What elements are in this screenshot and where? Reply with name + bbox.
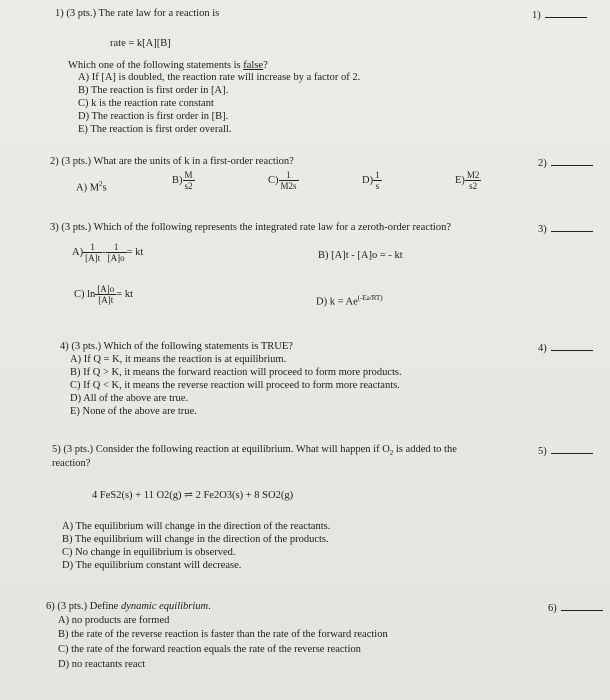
q2-a-sup: 2: [99, 180, 103, 188]
q2-answer-slot[interactable]: [538, 156, 593, 169]
q5-header: [52, 444, 457, 459]
q3-c-label: C) ln: [74, 288, 96, 300]
q2-option-a[interactable]: [76, 178, 107, 195]
q3-a-frac2: [106, 242, 127, 263]
q6-answer-slot[interactable]: [548, 601, 603, 614]
q2-e-fraction: [465, 170, 482, 191]
q1-answer-slot[interactable]: [532, 8, 587, 21]
q2-c-top: 1: [279, 170, 299, 181]
q5-option[interactable]: B) The equilibrium will change in the direction of the products.: [62, 534, 329, 545]
q6-header-post: .: [208, 601, 211, 612]
q2-c-label: C): [268, 174, 279, 186]
q5-header-post: is added to the: [393, 444, 457, 455]
q3-a-frac1: [83, 242, 102, 263]
q4-option[interactable]: E) None of the above are true.: [70, 406, 197, 417]
q2-b-top: M: [184, 170, 193, 180]
q5-number: 5): [538, 446, 547, 457]
q6-option[interactable]: D) no reactants react: [58, 659, 146, 670]
q1-option[interactable]: A) If [A] is doubled, the reaction rate will increase by a factor of 2.: [78, 72, 361, 83]
q3-d-sup: (-Ea/RT): [357, 294, 383, 302]
q2-d-label: D): [362, 174, 374, 186]
q4-option[interactable]: A) If Q = K, it means the reaction is at equilibrium.: [70, 354, 287, 365]
q2-option-e[interactable]: [455, 170, 481, 191]
q6-number: 6): [548, 603, 557, 614]
q3-a-label: A): [72, 246, 84, 258]
q6-answer-line[interactable]: [561, 601, 603, 611]
q2-option-d[interactable]: [362, 170, 382, 191]
q1-number: 1): [532, 10, 541, 21]
q3-option-b[interactable]: B) [A]t - [A]o = - kt: [318, 250, 403, 261]
q6-option[interactable]: A) no products are formed: [58, 615, 170, 626]
q5-option[interactable]: C) No change in equilibrium is observed.: [62, 547, 236, 558]
q2-option-b[interactable]: [172, 170, 195, 191]
q2-a-text: A) M: [76, 182, 100, 194]
q3-a-end: = kt: [126, 246, 144, 258]
q4-number: 4): [538, 343, 547, 354]
q2-c-fraction: [279, 170, 299, 191]
q2-number: 2): [538, 158, 547, 169]
q1-option[interactable]: E) The reaction is first order overall.: [78, 124, 232, 135]
q2-d-fraction: [373, 170, 382, 191]
q3-a-f1-top: 1: [83, 242, 102, 253]
q4-option[interactable]: D) All of the above are true.: [70, 393, 189, 404]
q2-a-end: s: [102, 182, 107, 194]
q4-answer-slot[interactable]: [538, 341, 593, 354]
q1-header: 1) (3 pts.) The rate law for a reaction is: [55, 8, 220, 19]
q5-reaction: 4 FeS2(s) + 11 O2(g) ⇌ 2 Fe2O3(s) + 8 SO2(g): [92, 490, 294, 501]
q6-option[interactable]: C) the rate of the forward reaction equals the rate of the reverse reaction: [58, 644, 361, 655]
q3-c-fraction: [95, 284, 116, 305]
q5-answer-line[interactable]: [551, 444, 593, 454]
q3-number: 3): [538, 224, 547, 235]
q2-option-c[interactable]: [268, 170, 299, 191]
q2-c-bot: M2s: [280, 181, 297, 191]
q3-header: 3) (3 pts.) Which of the following represents the integrated rate law for a zeroth-order reaction?: [50, 222, 451, 233]
q1-prompt-pre: Which one of the following statements is: [68, 60, 244, 71]
q3-c-end: = kt: [116, 288, 134, 300]
q1-option[interactable]: D) The reaction is first order in [B].: [78, 111, 229, 122]
q4-option[interactable]: C) If Q < K, it means the reverse reaction will proceed to form more reactants.: [70, 380, 400, 391]
q6-option[interactable]: B) the rate of the reverse reaction is faster than the rate of the forward reaction: [58, 629, 388, 640]
q6-header-pre: 6) (3 pts.) Define: [46, 601, 121, 612]
q1-prompt-post: ?: [263, 60, 268, 71]
q2-b-label: B): [172, 174, 183, 186]
q3-c-top: [A]o: [97, 284, 115, 294]
q1-option[interactable]: B) The reaction is first order in [A].: [78, 85, 229, 96]
q3-option-c[interactable]: [74, 284, 133, 305]
q2-b-fraction: [183, 170, 195, 191]
q1-prompt-false: false: [243, 60, 264, 71]
q5-answer-slot[interactable]: [538, 444, 593, 457]
q2-e-label: E): [455, 174, 465, 186]
q2-header: 2) (3 pts.) What are the units of k in a first-order reaction?: [50, 156, 294, 167]
q5-header-line2: reaction?: [52, 458, 91, 469]
q6-header: [46, 601, 211, 613]
q4-header: 4) (3 pts.) Which of the following statements is TRUE?: [60, 341, 293, 352]
q3-a-f1-bot: [A]t: [85, 253, 101, 263]
q4-option[interactable]: B) If Q > K, it means the forward reaction will proceed to form more products.: [70, 367, 402, 378]
q1-answer-line[interactable]: [545, 8, 587, 18]
q5-header-pre: 5) (3 pts.) Consider the following reaction at equilibrium. What will happen if O: [52, 444, 390, 455]
q2-answer-line[interactable]: [551, 156, 593, 166]
q5-option[interactable]: D) The equilibrium constant will decrease.: [62, 560, 242, 571]
q3-option-a[interactable]: [72, 242, 143, 263]
q3-c-bot: [A]t: [98, 295, 114, 305]
q3-option-d[interactable]: [316, 292, 383, 309]
q1-prompt: [68, 60, 268, 72]
q3-a-f2-top: 1: [106, 242, 127, 253]
q1-rate-law: rate = k[A][B]: [110, 38, 171, 49]
q3-a-f2-bot: [A]o: [107, 253, 125, 263]
q2-d-bot: s: [375, 181, 380, 191]
q3-a-minus: -: [102, 246, 106, 258]
q5-option[interactable]: A) The equilibrium will change in the direction of the reactants.: [62, 521, 331, 532]
q2-e-top: M2: [466, 170, 480, 180]
q3-answer-slot[interactable]: [538, 222, 593, 235]
q1-option[interactable]: C) k is the reaction rate constant: [78, 98, 214, 109]
q2-b-bot: s2: [184, 181, 193, 191]
q2-d-top: 1: [375, 170, 380, 180]
q3-answer-line[interactable]: [551, 222, 593, 232]
q5-header-sub: 2: [389, 449, 394, 458]
q2-e-bot: s2: [469, 181, 478, 191]
q4-answer-line[interactable]: [551, 341, 593, 351]
q3-d-text: D) k = Ae: [316, 296, 358, 308]
q6-header-em: dynamic equilibrium: [120, 601, 209, 612]
